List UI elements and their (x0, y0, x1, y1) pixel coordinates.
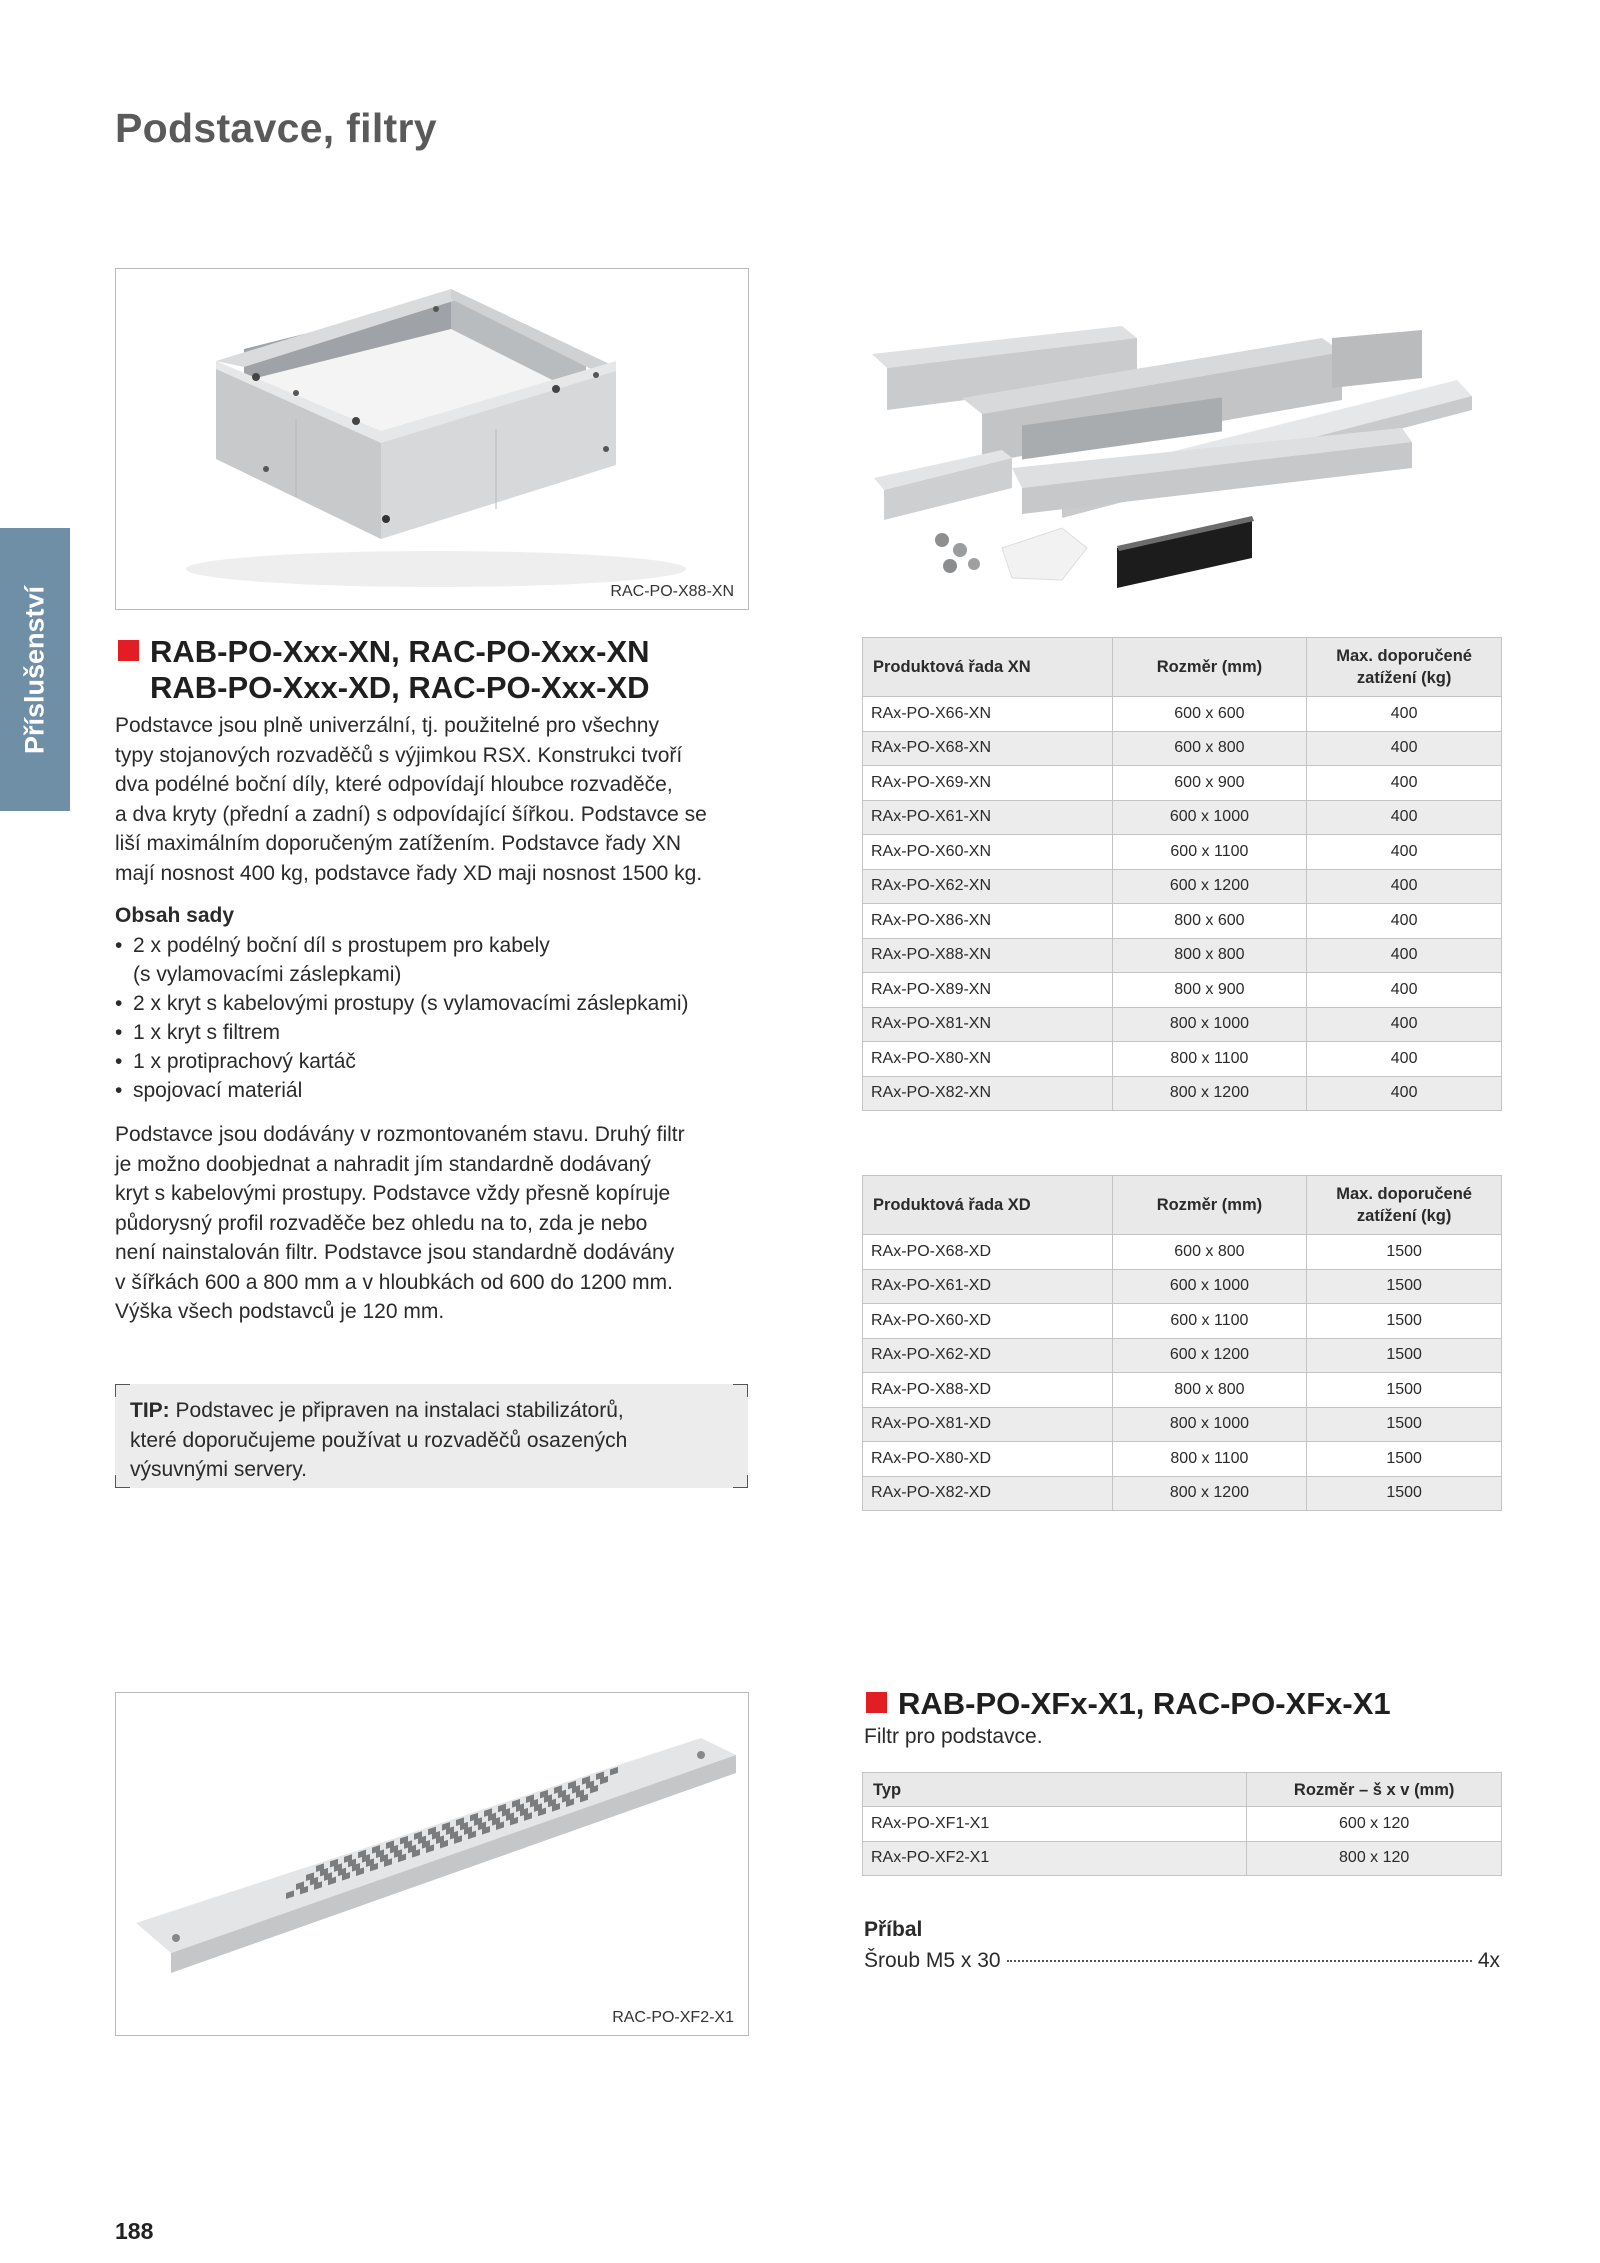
table-cell: RAx-PO-X86-XN (863, 904, 1113, 939)
table-row (863, 1841, 1502, 1876)
table-cell: 400 (1307, 1076, 1502, 1111)
table-cell: 800 x 900 (1112, 973, 1307, 1008)
table-cell: 800 x 1000 (1112, 1407, 1307, 1442)
table-cell: 600 x 600 (1112, 697, 1307, 732)
list-item: • 1 x protiprachový kartáč (115, 1047, 765, 1076)
list-item: • 2 x podélný boční díl s prostupem pro kabely (115, 931, 765, 960)
product-photo-filter (115, 1692, 749, 2036)
table-cell: 400 (1307, 869, 1502, 904)
table-cell: 400 (1307, 731, 1502, 766)
table-cell: RAx-PO-X80-XN (863, 1042, 1113, 1077)
table-row (863, 697, 1502, 732)
table-header: Max. doporučené zatížení (kg) (1307, 1176, 1502, 1235)
table-cell: RAx-PO-X82-XN (863, 1076, 1113, 1111)
table-cell: 1500 (1307, 1304, 1502, 1339)
table-cell: 400 (1307, 800, 1502, 835)
table-cell: 600 x 1100 (1112, 1304, 1307, 1339)
table-row (863, 1007, 1502, 1042)
table-header: Produktová řada XD (863, 1176, 1113, 1235)
table-row (863, 869, 1502, 904)
filter-plate-illustration (116, 1693, 748, 2035)
table-cell: 400 (1307, 766, 1502, 801)
table-cell: 600 x 1200 (1112, 869, 1307, 904)
table-cell: 600 x 1100 (1112, 835, 1307, 870)
table-xd (862, 1175, 1502, 1511)
table-row (863, 766, 1502, 801)
table-row (863, 1373, 1502, 1408)
table-cell: RAx-PO-X89-XN (863, 973, 1113, 1008)
table-cell: 400 (1307, 973, 1502, 1008)
table-cell: 600 x 1000 (1112, 1269, 1307, 1304)
table-row (863, 800, 1502, 835)
table-cell: RAx-PO-XF2-X1 (863, 1841, 1247, 1876)
table-cell: RAx-PO-X81-XD (863, 1407, 1113, 1442)
table-cell: 800 x 800 (1112, 938, 1307, 973)
table-cell: 800 x 1200 (1112, 1076, 1307, 1111)
table-cell: RAx-PO-X60-XD (863, 1304, 1113, 1339)
table-cell: 1500 (1307, 1269, 1502, 1304)
table-cell: RAx-PO-X80-XD (863, 1442, 1113, 1477)
table-cell: 800 x 600 (1112, 904, 1307, 939)
table-cell: 400 (1307, 697, 1502, 732)
list-item: • spojovací materiál (115, 1076, 765, 1105)
list-item: • 2 x kryt s kabelovými prostupy (s vylamovacími záslepkami) (115, 989, 765, 1018)
tip-label: TIP: (130, 1399, 170, 1422)
table-cell: 400 (1307, 1042, 1502, 1077)
table-cell: RAx-PO-X66-XN (863, 697, 1113, 732)
table-cell: 600 x 900 (1112, 766, 1307, 801)
table-cell: RAx-PO-X68-XD (863, 1235, 1113, 1270)
table-row (863, 938, 1502, 973)
table-cell: RAx-PO-X88-XN (863, 938, 1113, 973)
table-row (863, 1807, 1502, 1842)
tip-text: Podstavec je připraven na instalaci stabilizátorů, (169, 1399, 624, 1422)
table-cell: RAx-PO-X61-XD (863, 1269, 1113, 1304)
table-row (863, 835, 1502, 870)
table-cell: 800 x 1100 (1112, 1042, 1307, 1077)
table-row (863, 1407, 1502, 1442)
table-cell: 800 x 120 (1247, 1841, 1502, 1876)
side-tab-label: Příslušenství (19, 585, 50, 754)
table-row (863, 1442, 1502, 1477)
table-cell: 1500 (1307, 1442, 1502, 1477)
table-cell: 600 x 1200 (1112, 1338, 1307, 1373)
kit-list (115, 931, 765, 1105)
list-item-continuation: (s vylamovacími záslepkami) (133, 963, 402, 986)
dot-leader (1007, 1960, 1472, 1962)
table-row (863, 1476, 1502, 1511)
table-header: Typ (863, 1773, 1247, 1807)
red-square-icon (118, 640, 139, 661)
tip-box: TIP: Podstavec je připraven na instalaci stabilizátorů, které doporučujeme používat u rozvaděčů osazených výsuvnými servery. (115, 1384, 748, 1488)
table-row (863, 1235, 1502, 1270)
table-cell: RAx-PO-X60-XN (863, 835, 1113, 870)
accessory-name: Šroub M5 x 30 (864, 1949, 1001, 1972)
table-row (863, 1338, 1502, 1373)
product-photo-base (115, 268, 749, 610)
table-cell: RAx-PO-X62-XD (863, 1338, 1113, 1373)
table-header: Produktová řada XN (863, 638, 1113, 697)
page-title: Podstavce, filtry (115, 105, 437, 151)
photo-caption: RAC-PO-X88-XN (610, 583, 734, 600)
side-tab (0, 528, 70, 811)
table-filter (862, 1772, 1502, 1876)
table-cell: RAx-PO-X69-XN (863, 766, 1113, 801)
table-cell: RAx-PO-X81-XN (863, 1007, 1113, 1042)
table-cell: 600 x 120 (1247, 1807, 1502, 1842)
intro-paragraph: Podstavce jsou plně univerzální, tj. použitelné pro všechny typy stojanových rozvaděčů s výjimkou RSX. Konstrukci tvoří dva podélné boční díly, které odpovídají hloubce rozvaděče, a dva kryty (přední a zadní) s odpovídající šířkou. Podstavce se liší maximálním doporučeným zatížením. Podstavce řady XN mají nosnost 400 kg, podstavce řady XD maji nosnost 1500 kg. (115, 714, 707, 885)
table-xn (862, 637, 1502, 1111)
base-frame-illustration (116, 269, 748, 609)
kit-title: Obsah sady (115, 904, 235, 927)
table-cell: RAx-PO-X68-XN (863, 731, 1113, 766)
table-header: Rozměr (mm) (1112, 638, 1307, 697)
table-header: Max. doporučené zatížení (kg) (1307, 638, 1502, 697)
product-photo-parts (862, 318, 1502, 598)
page-number: 188 (115, 2218, 154, 2244)
list-item: • 1 x kryt s filtrem (115, 1018, 765, 1047)
table-row (863, 1042, 1502, 1077)
table-cell: 600 x 800 (1112, 1235, 1307, 1270)
table-cell: RAx-PO-X62-XN (863, 869, 1113, 904)
table-row (863, 904, 1502, 939)
table-cell: 400 (1307, 835, 1502, 870)
table-cell: 1500 (1307, 1373, 1502, 1408)
table-row (863, 731, 1502, 766)
table-header: Rozměr (mm) (1112, 1176, 1307, 1235)
table-row (863, 1076, 1502, 1111)
table-row (863, 1304, 1502, 1339)
accessory-qty: 4x (1477, 1949, 1500, 1972)
section2-subtitle: Filtr pro podstavce. (864, 1725, 1043, 1748)
table-cell: 600 x 1000 (1112, 800, 1307, 835)
table-cell: 1500 (1307, 1338, 1502, 1373)
section1-heading-line1: RAB-PO-Xxx-XN, RAC-PO-Xxx-XN (118, 634, 650, 670)
table-cell: 1500 (1307, 1407, 1502, 1442)
accessories-title: Příbal (864, 1918, 923, 1941)
table-cell: 400 (1307, 938, 1502, 973)
table-header: Rozměr – š x v (mm) (1247, 1773, 1502, 1807)
table-cell: 1500 (1307, 1235, 1502, 1270)
red-square-icon (866, 1692, 887, 1713)
table-cell: RAx-PO-X82-XD (863, 1476, 1113, 1511)
table-row (863, 973, 1502, 1008)
table-cell: 400 (1307, 904, 1502, 939)
delivery-paragraph: Podstavce jsou dodávány v rozmontovaném stavu. Druhý filtr je možno doobjednat a nahradit jím standardně dodávaný kryt s kabelovými prostupy. Podstavce vždy přesně kopíruje půdorysný profil rozvaděče bez ohledu na to, zda je nebo není nainstalován filtr. Podstavce jsou standardně dodávány v šířkách 600 a 800 mm a v hloubkách od 600 do 1200 mm. Výška všech podstavců je 120 mm. (115, 1123, 685, 1323)
table-cell: 800 x 1000 (1112, 1007, 1307, 1042)
table-cell: 600 x 800 (1112, 731, 1307, 766)
accessory-line (864, 1946, 1500, 1976)
table-row (863, 1269, 1502, 1304)
section1-heading-line2: RAB-PO-Xxx-XD, RAC-PO-Xxx-XD (150, 670, 650, 705)
table-cell: RAx-PO-XF1-X1 (863, 1807, 1247, 1842)
table-cell: 800 x 800 (1112, 1373, 1307, 1408)
table-cell: RAx-PO-X88-XD (863, 1373, 1113, 1408)
table-cell: 800 x 1200 (1112, 1476, 1307, 1511)
parts-illustration (862, 318, 1502, 598)
table-cell: 800 x 1100 (1112, 1442, 1307, 1477)
table-cell: 400 (1307, 1007, 1502, 1042)
table-cell: RAx-PO-X61-XN (863, 800, 1113, 835)
section2-heading: RAB-PO-XFx-X1, RAC-PO-XFx-X1 (866, 1686, 1391, 1722)
table-cell: 1500 (1307, 1476, 1502, 1511)
photo-caption: RAC-PO-XF2-X1 (612, 2009, 734, 2026)
